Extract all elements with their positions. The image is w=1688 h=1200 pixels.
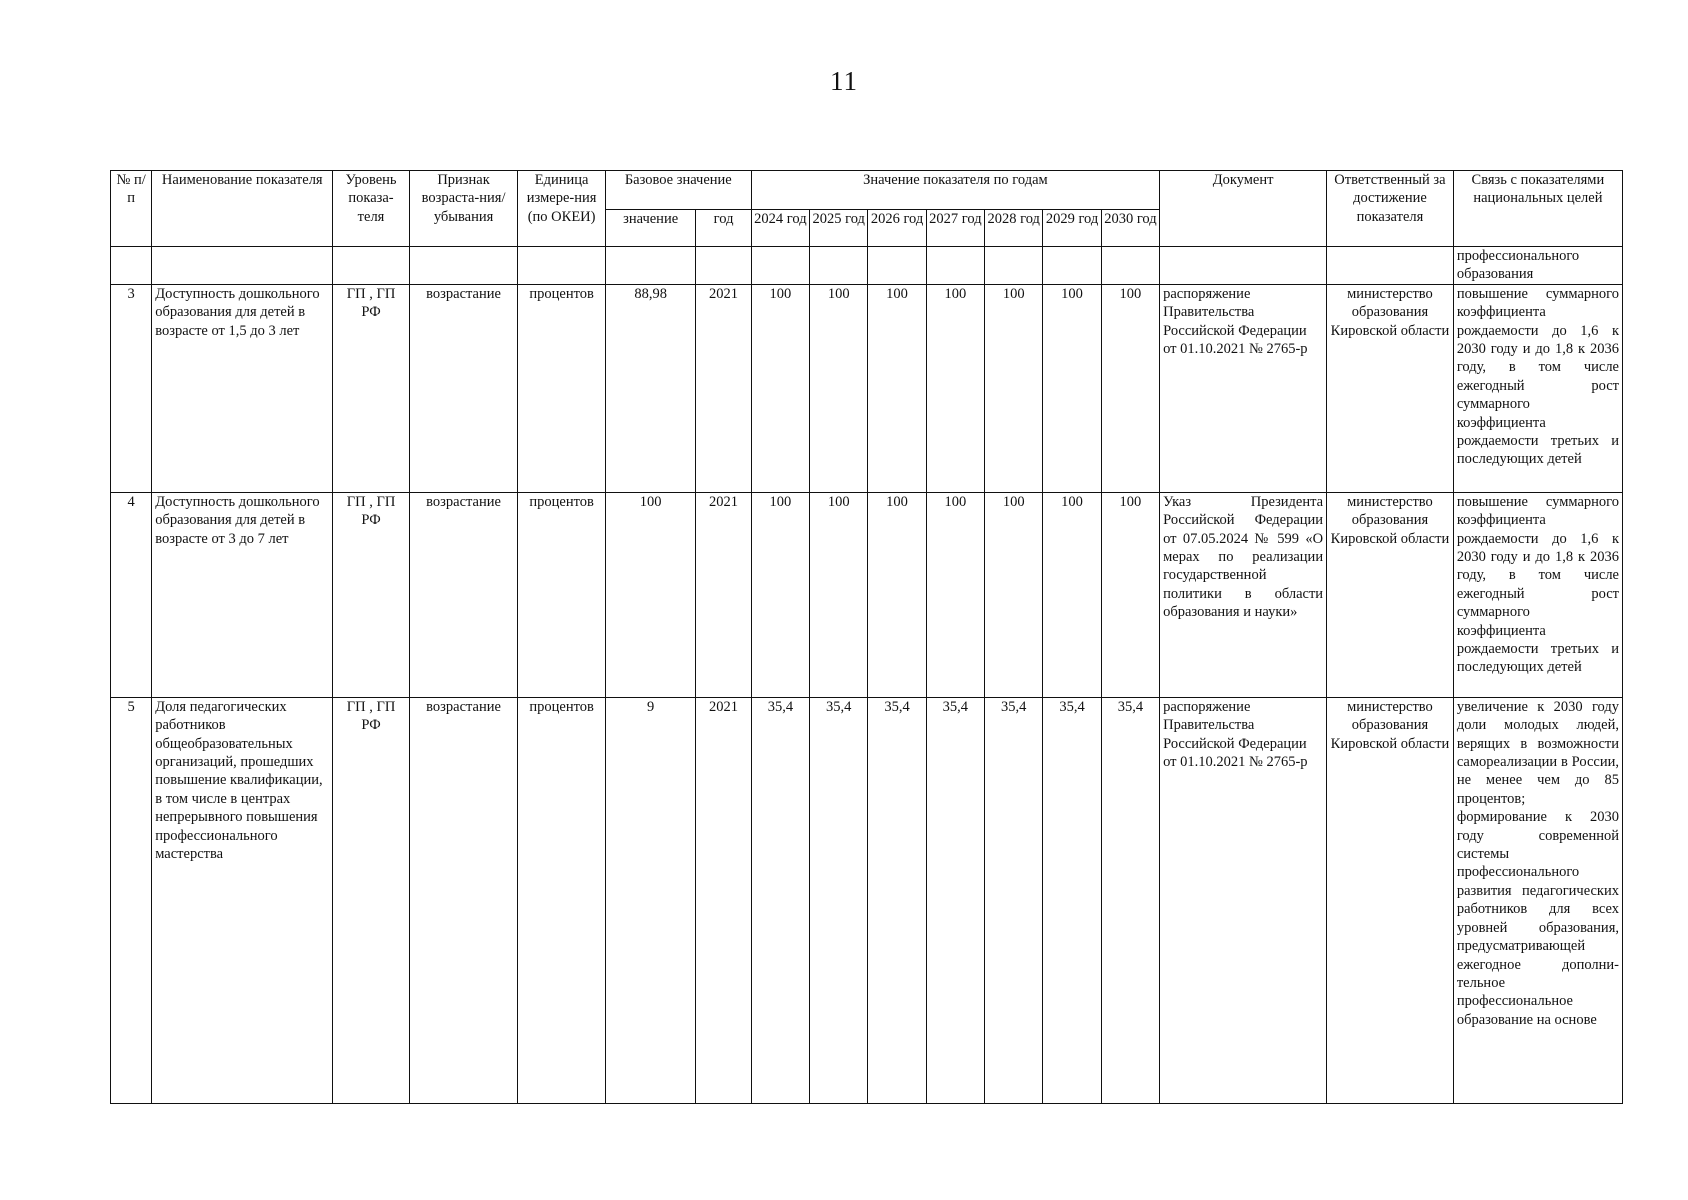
row-sign: возрастание: [409, 697, 518, 1103]
row-base-year: 2021: [696, 697, 751, 1103]
table-row: [111, 284, 1623, 492]
continuation-link-cell: профессионального образования: [1453, 247, 1622, 285]
row-value-2029: 35,4: [1043, 697, 1101, 1103]
row-document: Указ Президента Российской Федерации от 07.05.2024 № 599 «О мерах по реализации государственной политики в области образования и науки»: [1160, 492, 1327, 697]
row-value-2025: 100: [810, 492, 868, 697]
row-base-value: 9: [605, 697, 696, 1103]
page-number: 11: [830, 66, 858, 96]
row-value-2029: 100: [1043, 284, 1101, 492]
row-level: ГП , ГП РФ: [333, 284, 409, 492]
header-base-year: год: [696, 210, 751, 247]
row-base-value: 100: [605, 492, 696, 697]
header-level: Уровень показа-теля: [333, 171, 409, 247]
row-document: распоряжение Правительства Российской Федерации от 01.10.2021 № 2765-р: [1160, 697, 1327, 1103]
row-value-2024: 35,4: [751, 697, 809, 1103]
header-year: 2024 год: [751, 210, 809, 247]
row-value-2030: 35,4: [1101, 697, 1159, 1103]
row-name: Доступность дошкольного образования для детей в возрасте от 3 до 7 лет: [152, 492, 333, 697]
row-num: 3: [111, 284, 152, 492]
row-value-2030: 100: [1101, 492, 1159, 697]
table-row: [111, 697, 1623, 1103]
row-value-2025: 100: [810, 284, 868, 492]
header-sign: Признак возраста-ния/ убывания: [409, 171, 518, 247]
row-responsible: министерство образования Кировской области: [1327, 284, 1454, 492]
row-sign: возрастание: [409, 492, 518, 697]
row-value-2029: 100: [1043, 492, 1101, 697]
row-num: 4: [111, 492, 152, 697]
header-year: 2030 год: [1101, 210, 1159, 247]
row-value-2026: 100: [868, 492, 926, 697]
row-value-2028: 100: [985, 492, 1043, 697]
row-base-value: 88,98: [605, 284, 696, 492]
table-row: [111, 492, 1623, 697]
header-unit: Единица измере-ния (по ОКЕИ): [518, 171, 606, 247]
header-row: [111, 171, 1623, 210]
row-value-2027: 100: [926, 284, 984, 492]
header-years-group: Значение показателя по годам: [751, 171, 1159, 210]
row-unit: процентов: [518, 284, 606, 492]
header-year: 2026 год: [868, 210, 926, 247]
header-year: 2028 год: [985, 210, 1043, 247]
row-name: Доля педагогических работников общеобразовательных организаций, прошедших повышение квалификации, в том числе в центрах непрерывного повышения профессионального мастерства: [152, 697, 333, 1103]
row-level: ГП , ГП РФ: [333, 697, 409, 1103]
row-base-year: 2021: [696, 492, 751, 697]
row-value-2024: 100: [751, 284, 809, 492]
header-num: № п/п: [111, 171, 152, 247]
header-base-value: значение: [605, 210, 696, 247]
row-link: увеличение к 2030 году доли молодых людей, верящих в возможности самореализации в России, не менее чем до 85 процентов; формирование к 2030 году современной системы профессионального развития педагогических работников для всех уровней образования, предусматривающей ежегодное дополни-тельное профессиональное образование на основе: [1453, 697, 1622, 1103]
row-value-2027: 35,4: [926, 697, 984, 1103]
row-link: повышение суммарного коэффициента рождаемости до 1,6 к 2030 году и до 1,8 к 2036 году, в том числе ежегодный рост суммарного коэффициента рождаемости третьих и последующих детей: [1453, 492, 1622, 697]
row-responsible: министерство образования Кировской области: [1327, 697, 1454, 1103]
header-document: Документ: [1160, 171, 1327, 247]
row-value-2030: 100: [1101, 284, 1159, 492]
indicators-table: [110, 170, 1623, 1104]
header-year: 2027 год: [926, 210, 984, 247]
row-value-2026: 35,4: [868, 697, 926, 1103]
row-name: Доступность дошкольного образования для детей в возрасте от 1,5 до 3 лет: [152, 284, 333, 492]
row-responsible: министерство образования Кировской области: [1327, 492, 1454, 697]
row-value-2024: 100: [751, 492, 809, 697]
row-unit: процентов: [518, 697, 606, 1103]
row-sign: возрастание: [409, 284, 518, 492]
row-num: 5: [111, 697, 152, 1103]
row-unit: процентов: [518, 492, 606, 697]
header-year: 2025 год: [810, 210, 868, 247]
header-link: Связь с показателями национальных целей: [1453, 171, 1622, 247]
row-document: распоряжение Правительства Российской Федерации от 01.10.2021 № 2765-р: [1160, 284, 1327, 492]
row-value-2027: 100: [926, 492, 984, 697]
continuation-row: [111, 247, 1623, 285]
row-value-2026: 100: [868, 284, 926, 492]
row-value-2028: 35,4: [985, 697, 1043, 1103]
header-year: 2029 год: [1043, 210, 1101, 247]
row-value-2025: 35,4: [810, 697, 868, 1103]
header-base: Базовое значение: [605, 171, 751, 210]
row-value-2028: 100: [985, 284, 1043, 492]
header-responsible: Ответственный за достижение показателя: [1327, 171, 1454, 247]
header-name: Наименование показателя: [152, 171, 333, 247]
row-link: повышение суммарного коэффициента рождаемости до 1,6 к 2030 году и до 1,8 к 2036 году, в том числе ежегодный рост суммарного коэффициента рождаемости третьих и последующих детей: [1453, 284, 1622, 492]
row-base-year: 2021: [696, 284, 751, 492]
row-level: ГП , ГП РФ: [333, 492, 409, 697]
